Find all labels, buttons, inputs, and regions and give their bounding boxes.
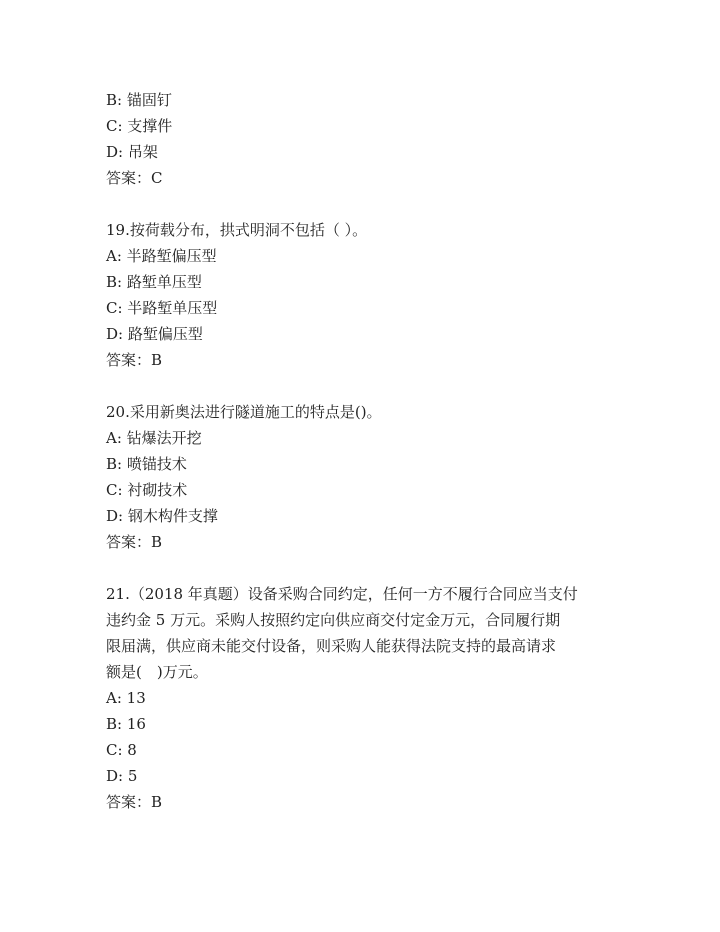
option-b: B: 喷锚技术 — [106, 455, 187, 473]
answer: 答案：C — [106, 169, 163, 187]
option-a: A: 半路堑偏压型 — [106, 247, 217, 265]
question-21-stem-line: 额是( )万元。 — [106, 663, 208, 681]
option-c: C: 半路堑单压型 — [106, 299, 218, 317]
question-19-stem: 19.按荷载分布，拱式明洞不包括（ ）。 — [106, 221, 368, 239]
question-21-stem-line: 21.（2018 年真题）设备采购合同约定，任何一方不履行合同应当支付 — [106, 585, 578, 603]
answer: 答案：B — [106, 533, 163, 551]
option-d: D: 钢木构件支撑 — [106, 507, 218, 525]
option-b: B: 锚固钉 — [106, 91, 172, 109]
option-b: B: 16 — [106, 715, 146, 733]
option-b: B: 路堑单压型 — [106, 273, 202, 291]
question-21-stem-line: 限届满，供应商未能交付设备，则采购人能获得法院支持的最高请求 — [106, 637, 557, 655]
answer: 答案：B — [106, 793, 163, 811]
question-21-stem-line: 违约金 5 万元。采购人按照约定向供应商交付定金万元，合同履行期 — [106, 611, 561, 629]
answer: 答案：B — [106, 351, 163, 369]
option-d: D: 路堑偏压型 — [106, 325, 203, 343]
option-a: A: 13 — [106, 689, 146, 707]
option-d: D: 吊架 — [106, 143, 158, 161]
option-c: C: 支撑件 — [106, 117, 173, 135]
option-c: C: 衬砌技术 — [106, 481, 188, 499]
option-a: A: 钻爆法开挖 — [106, 429, 202, 447]
option-d: D: 5 — [106, 767, 138, 785]
option-c: C: 8 — [106, 741, 137, 759]
question-20-stem: 20.采用新奥法进行隧道施工的特点是()。 — [106, 403, 382, 421]
